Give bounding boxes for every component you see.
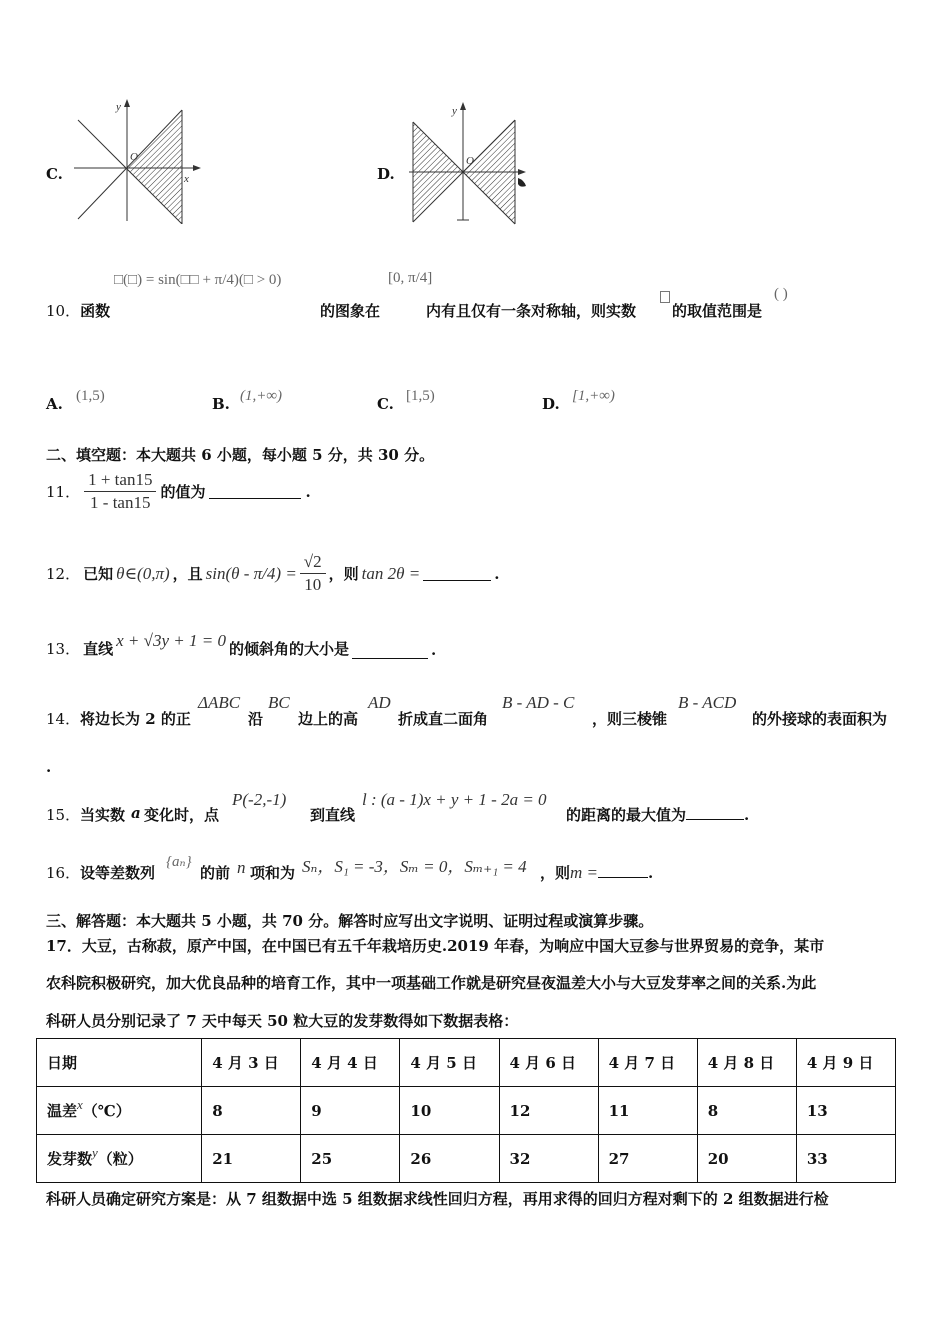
temp-cell: 13 (796, 1087, 895, 1135)
q12-number: 12． (46, 565, 81, 583)
temp-cell: 8 (697, 1087, 796, 1135)
q15-text-b: 变化时，点 (144, 806, 220, 824)
q10-option-a-value: (1,5) (76, 388, 105, 404)
q14-dihedral-angle: B - AD - C (502, 693, 575, 712)
q14-end: . (46, 758, 52, 776)
sprout-cell: 20 (697, 1135, 796, 1183)
q13: 13． 直线 x + √3y + 1 = 0 的倾斜角的大小是 . (46, 631, 437, 659)
option-d-label: D. (377, 165, 395, 183)
q14-text-a: 将边长为 2 的正 (80, 710, 191, 728)
q16-answer-blank[interactable] (598, 864, 648, 878)
q14-triangle: ΔABC (198, 693, 241, 712)
table-row-sprouts (37, 1135, 896, 1183)
q16-text-c: 项和为 (250, 864, 296, 882)
q15-text-c: 到直线 (310, 806, 356, 824)
q15-tail: 的距离的最大值为 . (566, 806, 750, 824)
option-c-label: C. (46, 165, 63, 183)
q17-after-table: 科研人员确定研究方案是：从 7 组数据中选 5 组数据求线性回归方程，再用求得的回归方程对剩下的 2 组数据进行检 (46, 1190, 829, 1208)
sprout-cell: 27 (598, 1135, 697, 1183)
q11-denominator: 1 - tan15 (90, 493, 151, 512)
date-cell: 4 月 9 日 (796, 1039, 895, 1087)
q10-interval: [0, π/4] (388, 270, 433, 286)
q17-line-3: 科研人员分别记录了 7 天中每天 50 粒大豆的发芽数得如下数据表格： (46, 1012, 519, 1030)
date-cell: 4 月 7 日 (598, 1039, 697, 1087)
sprout-cell: 21 (202, 1135, 301, 1183)
date-cell: 4 月 3 日 (202, 1039, 301, 1087)
q14-text-d: 折成直二面角 (398, 710, 489, 728)
q15-line: l : (a - 1)x + y + 1 - 2a = 0 (362, 790, 547, 809)
q12-answer-blank[interactable] (423, 567, 491, 581)
q10-option-d-value: [1,+∞) (572, 388, 615, 404)
table-row-temperature (37, 1087, 896, 1135)
date-cell: 4 月 5 日 (400, 1039, 499, 1087)
q10-answer-paren: ( ) (774, 286, 788, 302)
graph-d (405, 100, 535, 225)
date-cell: 4 月 8 日 (697, 1039, 796, 1087)
q10-stem (46, 300, 110, 321)
y-label: y (116, 101, 121, 113)
q14-number: 14． (46, 710, 81, 728)
q12-target: tan 2θ = (361, 563, 421, 583)
date-cell: 4 月 6 日 (499, 1039, 598, 1087)
temp-cell: 8 (202, 1087, 301, 1135)
section-3-heading: 三、解答题：本大题共 5 小题，共 70 分。解答时应写出文字说明、证明过程或演算步骤。 (46, 912, 654, 930)
q12-fraction: $\frac{√2}{10}$ (300, 552, 326, 595)
temp-cell: 9 (301, 1087, 400, 1135)
graph-c (70, 96, 205, 224)
q16-n: n (237, 858, 246, 877)
q12-condition: θ∈(0,π) (116, 563, 170, 583)
q16-text-a: 设等差数列 (80, 864, 156, 882)
q11-number: 11． (46, 483, 81, 501)
row-header-temperature: 温差x（℃） (37, 1087, 202, 1135)
q13-number: 13． (46, 640, 81, 658)
q15-answer-blank[interactable] (686, 806, 744, 820)
q16-tail: ，则m = . (540, 863, 654, 882)
q13-line-expression: x + √3y + 1 = 0 (116, 631, 226, 650)
q14-pyramid: B - ACD (678, 693, 737, 712)
q10-option-d-label: D. (542, 395, 560, 413)
sprout-cell: 32 (499, 1135, 598, 1183)
row-header-sprouts: 发芽数y（粒） (37, 1135, 202, 1183)
shaded-region (127, 110, 182, 224)
q14-text-f: 的外接球的表面积为 (752, 710, 888, 728)
q15-number: 15． (46, 806, 81, 824)
table-row-date (37, 1039, 896, 1087)
origin-label: O (466, 155, 474, 167)
q10-number: 10． (46, 302, 81, 320)
q12: 12． 已知 θ∈(0,π) ，且 sin(θ - π/4) = $\frac{√2}{10}$ ，则 tan 2θ = . (46, 552, 500, 594)
q17-line-1: 17．大豆，古称菽，原产中国，在中国已有五千年栽培历史.2019 年春，为响应中国大豆参与世界贸易的竞争，某市 (46, 937, 825, 955)
temp-cell: 11 (598, 1087, 697, 1135)
q16-text-b: 的前 (200, 864, 231, 882)
sprout-cell: 25 (301, 1135, 400, 1183)
q10-text-d: 的取值范围是 (672, 302, 763, 320)
q15-point: P(-2,-1) (232, 790, 287, 809)
q10-text-c: 内有且仅有一条对称轴，则实数 (426, 302, 637, 320)
q16-target: m = (570, 863, 599, 882)
q11-fraction (84, 470, 156, 513)
q14-text-e: ，则三棱锥 (592, 710, 668, 728)
q10-option-c-label: C. (377, 395, 394, 413)
origin-label: O (130, 151, 138, 163)
q17-line-2: 农科院积极研究，加大优良品种的培育工作，其中一项基础工作就是研究昼夜温差大小与大豆发芽率之间的关系.为此 (46, 974, 817, 992)
sprout-cell: 33 (796, 1135, 895, 1183)
q16-sequence: {aₙ} (166, 854, 192, 870)
q10-omega-box (660, 287, 670, 305)
row-header-date: 日期 (37, 1039, 202, 1087)
sprout-cell: 26 (400, 1135, 499, 1183)
q15-var: a (131, 804, 141, 822)
q10-option-c-value: [1,5) (406, 388, 435, 404)
q14-side: BC (268, 693, 290, 712)
y-label: y (452, 105, 457, 117)
sprout-data-table (36, 1038, 896, 1183)
q10-option-b-value: (1,+∞) (240, 388, 283, 404)
q16-number: 16． (46, 864, 81, 882)
q11: 11． $\frac{1 + \tan 15}{1 - \tan 15}$ 的值为 . (46, 470, 311, 512)
q11-text: 的值为 (160, 483, 206, 501)
temp-cell: 12 (499, 1087, 598, 1135)
q10-option-b-label: B. (212, 395, 230, 413)
q13-answer-blank[interactable] (352, 645, 428, 659)
q16-sums: Sₙ，S₁ = -3，Sₘ = 0，Sₘ₊₁ = 4 (302, 857, 527, 876)
q10-text-a: 函数 (80, 302, 111, 320)
q10-text-b: 的图象在 (320, 302, 381, 320)
section-2-heading: 二、填空题：本大题共 6 小题，每小题 5 分，共 30 分。 (46, 446, 435, 464)
q12-sin-expression: sin(θ - π/4) = (205, 563, 297, 583)
q14-text-c: 边上的高 (298, 710, 359, 728)
q15-text-a: 当实数 (80, 806, 126, 824)
q14-text-b: 沿 (248, 710, 264, 728)
x-label: x (184, 173, 189, 185)
q10-function-expression: □(□) = sin(□□ + π/4)(□ > 0) (114, 272, 282, 288)
q11-answer-blank[interactable] (209, 485, 301, 499)
q11-numerator: 1 + tan15 (84, 470, 156, 492)
date-cell: 4 月 4 日 (301, 1039, 400, 1087)
temp-cell: 10 (400, 1087, 499, 1135)
q14-height: AD (368, 693, 391, 712)
q10-option-a-label: A. (46, 395, 63, 413)
